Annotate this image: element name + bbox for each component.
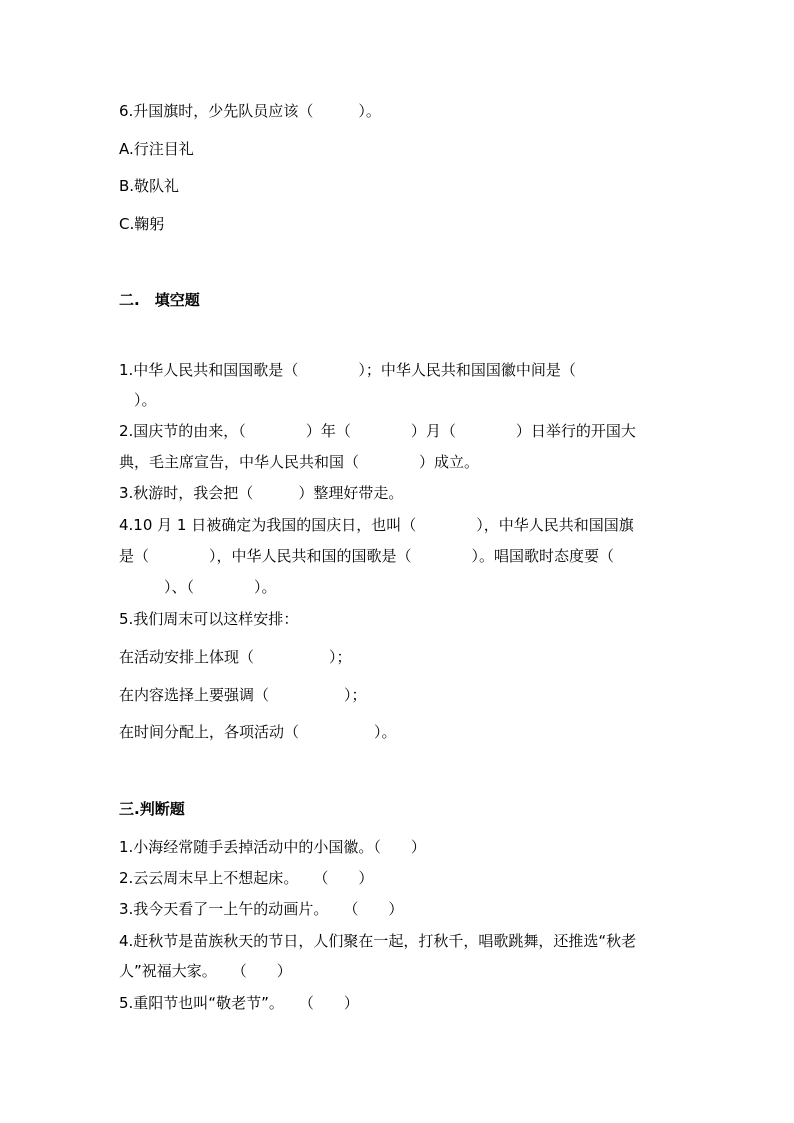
tf-q4-line2: 人”祝福大家。 （ ） (119, 962, 292, 980)
q6-option-c: C.鞠躬 (119, 215, 165, 233)
q6-stem: 6.升国旗时，少先队员应该（ ）。 (119, 102, 381, 120)
fill-q2-line1: 2.国庆节的由来，（ ）年（ ）月（ ）日举行的开国大 (119, 422, 636, 440)
fill-q4-line2: 是（ ），中华人民共和国的国歌是（ ）。唱国歌时态度要（ (119, 547, 615, 565)
section2-heading: 二. 填空题 (119, 291, 200, 309)
fill-q5-item3: 在时间分配上，各项活动（ ）。 (119, 723, 397, 741)
fill-q3: 3.秋游时，我会把（ ）整理好带走。 (119, 484, 404, 502)
tf-q4-line1: 4.赶秋节是苗族秋天的节日，人们聚在一起，打秋千，唱歌跳舞，还推选“秋老 (119, 932, 637, 950)
fill-q1-line1: 1.中华人民共和国国歌是（ ）；中华人民共和国国徽中间是（ (119, 361, 576, 379)
q6-option-a: A.行注目礼 (119, 140, 194, 158)
tf-q3: 3.我今天看了一上午的动画片。 （ ） (119, 900, 404, 918)
fill-q5-stem: 5.我们周末可以这样安排： (119, 610, 299, 628)
fill-q1-line2: ）。 (119, 391, 157, 409)
fill-q5-item2: 在内容选择上要强调（ ）； (119, 686, 367, 704)
tf-q5: 5.重阳节也叫“敬老节”。 （ ） (119, 994, 359, 1012)
tf-q1: 1.小海经常随手丢掉活动中的小国徽。（ ） (119, 838, 426, 856)
q6-option-b: B.敬队礼 (119, 177, 180, 195)
fill-q4-line3: ）、（ ）。 (119, 578, 277, 596)
fill-q5-item1: 在活动安排上体现（ ）； (119, 648, 352, 666)
fill-q4-line1: 4.10 月 1 日被确定为我国的国庆日，也叫（ ），中华人民共和国国旗 (119, 516, 634, 534)
fill-q2-line2: 典，毛主席宣告，中华人民共和国（ ）成立。 (119, 453, 480, 471)
section3-heading: 三.判断题 (119, 800, 185, 818)
tf-q2: 2.云云周末早上不想起床。 （ ） (119, 869, 374, 887)
